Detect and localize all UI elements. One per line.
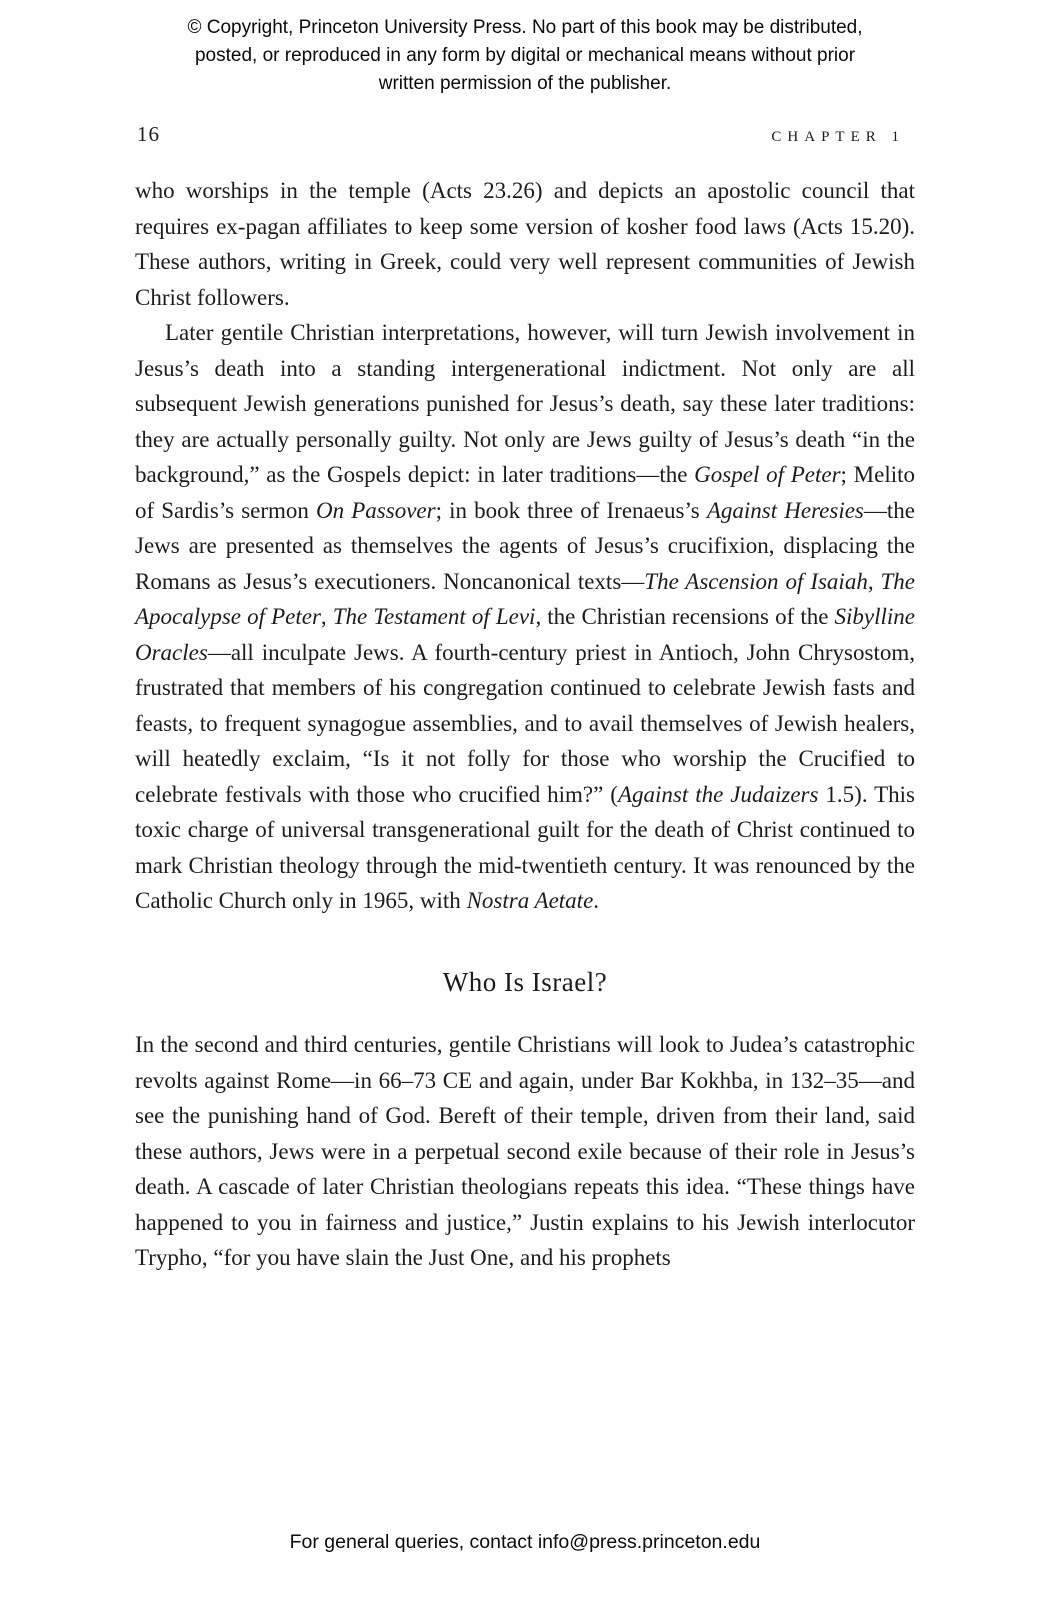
text-segment: In the second and third centuries, gentile Christians will look to Judea’s catastrophic revolts against Rome—in 66–73 CE and again, under Bar Kokhba, in 132–35—and see the punishing hand of God. Bereft of their temple, driven from their land, said these authors, Jews were in a perpetual second exile because of their role in Jesus’s death. A cascade of later Christian theologians repeats this idea. “These things have happened to you in fairness and justice,” Justin explains to his Jewish interlocutor Trypho, “for you have slain the Just One, and his prophets [135,1032,915,1270]
text-segment: who worships in the temple (Acts 23.26) and depicts an apostolic council that requires ex-pagan affiliates to keep some version of kosher food laws (Acts 15.20). These authors, writing in Greek, could very well represent communities of Jewish Christ followers. [135,178,915,310]
paragraph [135,315,915,919]
running-header [137,122,905,147]
paragraph [135,1027,915,1276]
text-segment: Against Heresies [706,497,864,523]
text-segment: . [593,888,600,913]
text-segment: The Apocalypse of Peter [135,568,916,629]
text-segment: —all inculpate Jews. A fourth-century priest in Antioch, John Chrysostom, frustrated that members of his congregation continued to celebrate Jewish fasts and feasts, to frequent synagogue assemblies, and to avail themselves of Jewish healers, will heatedly exclaim, “Is it not folly for those who worship the Crucified to celebrate festivals with those who crucified him?” ( [135,639,915,807]
text-segment: Sibylline Oracles [135,604,915,665]
text-segment: 1.5). This toxic charge of universal transgenerational guilt for the death of Christ continued to mark Christian theology through the mid-twentieth century. It was renounced by the Catholic Church only in 1965, with [135,781,916,913]
text-segment: The Testament of Levi [332,604,536,629]
paragraph [135,173,915,315]
text-segment: The Ascension of Isaiah [644,568,868,594]
text-segment: Later gentile Christian interpretations, however, will turn Jewish involvement in Jesus’s death into a standing intergenerational indictment. Not only are all subsequent Jewish generations punished for Jesus’s death, say these later traditions: they are actually personally guilty. Not only are Jews guilty of Jesus’s death “in the background,” as the Gospels depict: in later traditions—the [135,320,915,487]
text-segment: On Passover [316,497,436,523]
text-segment: Against the Judaizers [617,781,819,807]
page-number: 16 [137,122,160,146]
text-segment: Gospel of Peter [694,462,841,487]
text-segment: , [867,568,881,594]
text-segment: ; Melito of Sardis’s sermon [135,462,915,523]
text-segment: ; in book three of Irenaeus’s [435,497,707,523]
section-heading: Who Is Israel? [442,966,608,997]
body-text [135,173,915,1276]
running-head-chapter: CHAPTER 1 [771,129,905,145]
text-segment: Nostra Aetate [466,888,594,913]
text-segment: , [320,604,333,629]
copyright-notice: © Copyright, Princeton University Press. No part of this book may be distributed, posted, or reproduced in any form by digital or mechanical means without prior written permission of the publisher. [187,17,863,94]
text-segment: , the Christian recensions of the [535,604,835,629]
footer-contact: For general queries, contact info@press.princeton.edu [289,1531,761,1553]
text-segment: —the Jews are presented as themselves the agents of Jesus’s crucifixion, displacing the Romans as Jesus’s executioners. Noncanonical texts— [135,497,915,594]
